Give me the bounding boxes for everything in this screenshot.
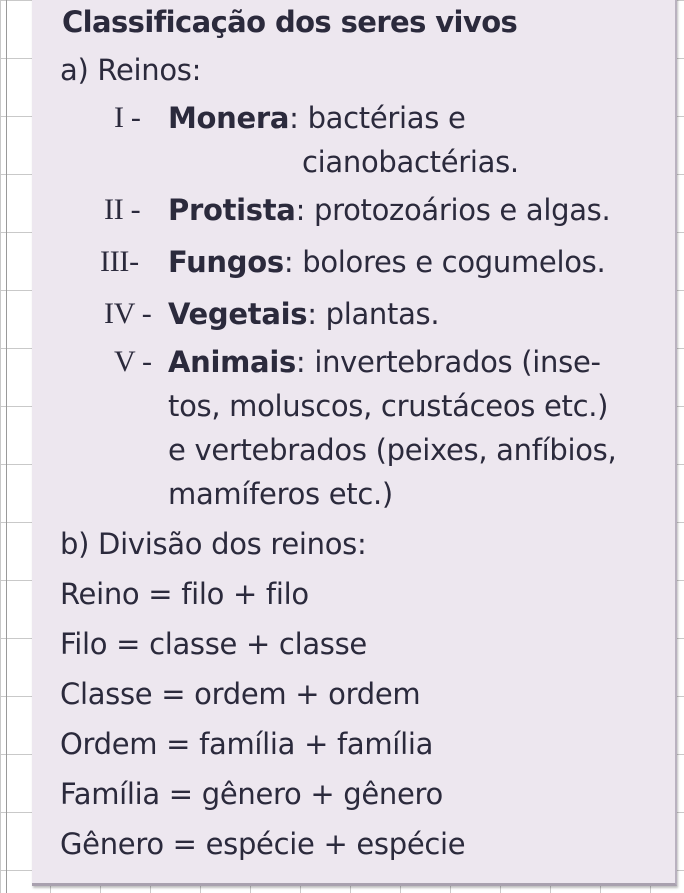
kingdom-description-continued: e vertebrados (peixes, anfíbios, [168, 433, 617, 467]
card-title: Classificação dos seres vivos [62, 5, 518, 39]
kingdom-colon: : [307, 297, 317, 331]
kingdom-name: Fungos [168, 245, 284, 279]
kingdom-description-continued: tos, moluscos, crustáceos etc.) [168, 389, 609, 423]
kingdom-colon: : [295, 345, 306, 379]
kingdom-description: plantas. [325, 297, 440, 331]
kingdom-item [168, 244, 605, 280]
kingdom-description-continued: mamíferos etc.) [168, 477, 393, 511]
kingdom-name: Protista [168, 193, 296, 227]
kingdom-item [168, 192, 610, 228]
kingdom-description: protozoários e algas. [313, 193, 611, 227]
kingdom-numeral: II - [104, 193, 141, 226]
kingdom-item [168, 296, 439, 332]
division-line: Ordem = família + família [60, 727, 434, 761]
classification-card [32, 0, 677, 886]
division-line: Classe = ordem + ordem [60, 677, 421, 711]
kingdom-colon: : [283, 245, 294, 279]
kingdom-description: bactérias e [307, 101, 466, 135]
kingdom-name: Vegetais [168, 297, 308, 331]
kingdom-description: invertebrados (inse- [314, 345, 601, 379]
division-line: Filo = classe + classe [60, 627, 367, 661]
kingdom-description-continued: cianobactérias. [302, 145, 519, 179]
kingdom-item [168, 100, 466, 136]
division-line: Gênero = espécie + espécie [60, 827, 466, 861]
section-a-heading: a) Reinos: [60, 53, 202, 87]
kingdom-numeral: I - [114, 101, 141, 134]
kingdom-colon: : [295, 193, 306, 227]
kingdom-numeral: IV - [104, 297, 152, 330]
kingdom-name: Monera [168, 101, 290, 135]
division-line: Família = gênero + gênero [60, 777, 443, 811]
kingdom-item [168, 344, 601, 380]
kingdom-numeral: V - [114, 345, 152, 378]
kingdom-description: bolores e cogumelos. [302, 245, 606, 279]
section-b-heading: b) Divisão dos reinos: [60, 527, 367, 561]
kingdom-colon: : [289, 101, 299, 135]
kingdom-name: Animais [168, 345, 296, 379]
kingdom-numeral: III- [100, 245, 139, 278]
division-line: Reino = filo + filo [60, 577, 309, 611]
notebook-margin-line [6, 0, 7, 893]
